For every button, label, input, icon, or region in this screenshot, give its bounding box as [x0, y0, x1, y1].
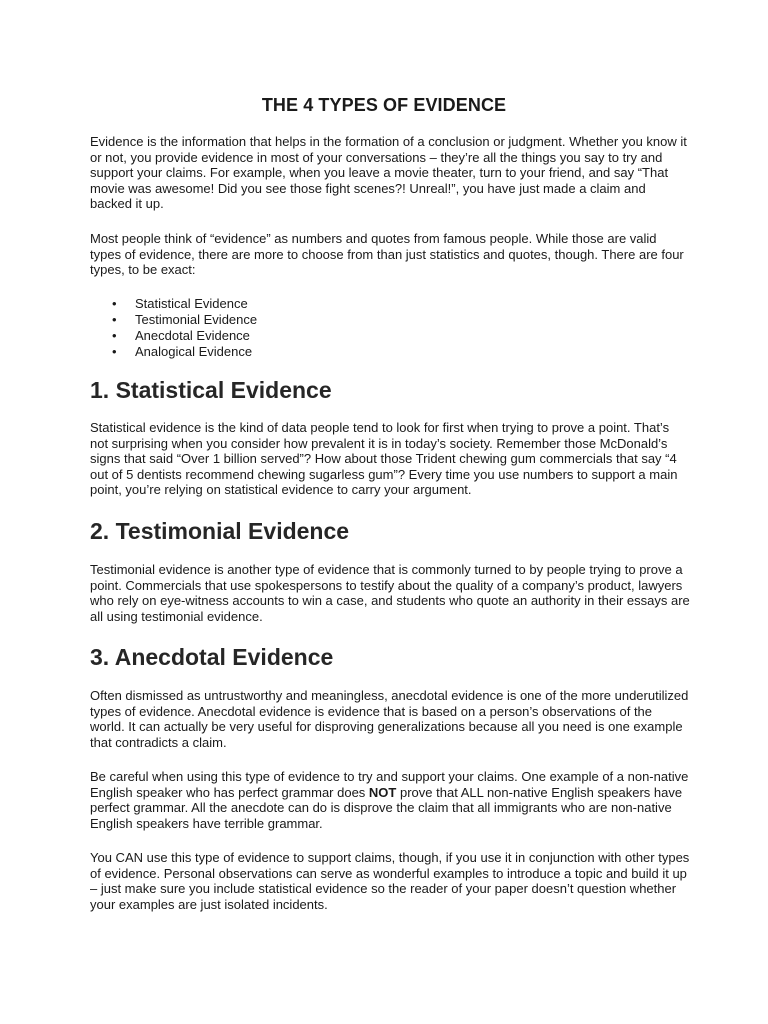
anecdotal-paragraph-2-end: prove that ALL non-native English speakers have perfect grammar. All the anecdote can do is disprove the claim that all immigrants who are non-native English speakers have terrible grammar.: [90, 784, 683, 831]
list-item: • Analogical Evidence: [90, 344, 690, 360]
section-heading-testimonial: 2. Testimonial Evidence: [90, 518, 350, 544]
statistical-paragraph-block: [90, 420, 690, 498]
intro-paragraph-1: Evidence is the information that helps in the formation of a conclusion or judgment. Whether you know it or not, you provide evidence in most of your conversations – they’re all the things you say to try and support your claims. For example, when you leave a movie theater, turn to your friend, and say “That movie was awesome! Did you see those fight scenes?! Unreal!”, you have just made a claim and backed it up.: [90, 134, 687, 212]
emphasis-not: NOT: [368, 784, 397, 800]
testimonial-paragraph: Testimonial evidence is another type of evidence that is commonly turned to by people trying to prove a point. Commercials that use spokespersons to testify about the quality of a company’s product, lawyers who rely on eye-witness accounts to win a case, and students who quote an authority in their essays are all using testimonial evidence.: [90, 562, 690, 624]
anecdotal-paragraph-1-block: [90, 688, 690, 750]
anecdotal-paragraph-1: Often dismissed as untrustworthy and meaningless, anecdotal evidence is one of the more underutilized types of evidence. Anecdotal evidence is evidence that is based on a person’s observations of the world. It can actually be very useful for disproving generalizations because all you need is one example that contradicts a claim.: [90, 688, 689, 750]
list-item: • Anecdotal Evidence: [90, 328, 690, 344]
section-heading-statistical: 1. Statistical Evidence: [90, 377, 332, 403]
anecdotal-heading-block: [90, 643, 690, 671]
statistical-paragraph: Statistical evidence is the kind of data people tend to look for first when trying to prove a point. That’s not surprising when you consider how prevalent it is in today’s society. Remember those McDonald’s signs that said “Over 1 billion served”? How about those Trident chewing gum commercials that say “4 out of 5 dentists recommend chewing sugarless gum”? Every time you use numbers to support a main point, you’re relying on statistical evidence to carry your argument.: [90, 420, 678, 498]
anecdotal-paragraph-2-block: [90, 769, 690, 831]
anecdotal-paragraph-2-start: Be careful when using this type of evidence to try and support your claims. One example of a non-native English speaker who has perfect grammar does: [90, 769, 689, 800]
anecdotal-paragraph-2: [90, 769, 690, 831]
statistical-heading-block: [90, 376, 690, 404]
list-item: • Statistical Evidence: [90, 296, 690, 312]
evidence-types-list-block: [90, 296, 690, 360]
intro-paragraph-2-block: [90, 231, 690, 278]
list-item: • Testimonial Evidence: [90, 312, 690, 328]
intro-paragraph-2: Most people think of “evidence” as numbers and quotes from famous people. While those are valid types of evidence, there are more to choose from than just statistics and quotes, though. There are four types, to be exact:: [90, 231, 684, 278]
anecdotal-paragraph-3-block: [90, 850, 690, 912]
evidence-types-list: [90, 296, 690, 360]
document-title: THE 4 TYPES OF EVIDENCE: [261, 95, 507, 115]
testimonial-paragraph-block: [90, 562, 690, 624]
section-heading-anecdotal: 3. Anecdotal Evidence: [90, 644, 334, 670]
anecdotal-paragraph-3: You CAN use this type of evidence to support claims, though, if you use it in conjunction with other types of evidence. Personal observations can serve as wonderful examples to introduce a topic and build it up – just make sure you include statistical evidence so the reader of your paper doesn’t question whether your examples are just isolated incidents.: [90, 850, 690, 912]
intro-paragraph-1-block: [90, 134, 690, 212]
testimonial-heading-block: [90, 517, 690, 545]
